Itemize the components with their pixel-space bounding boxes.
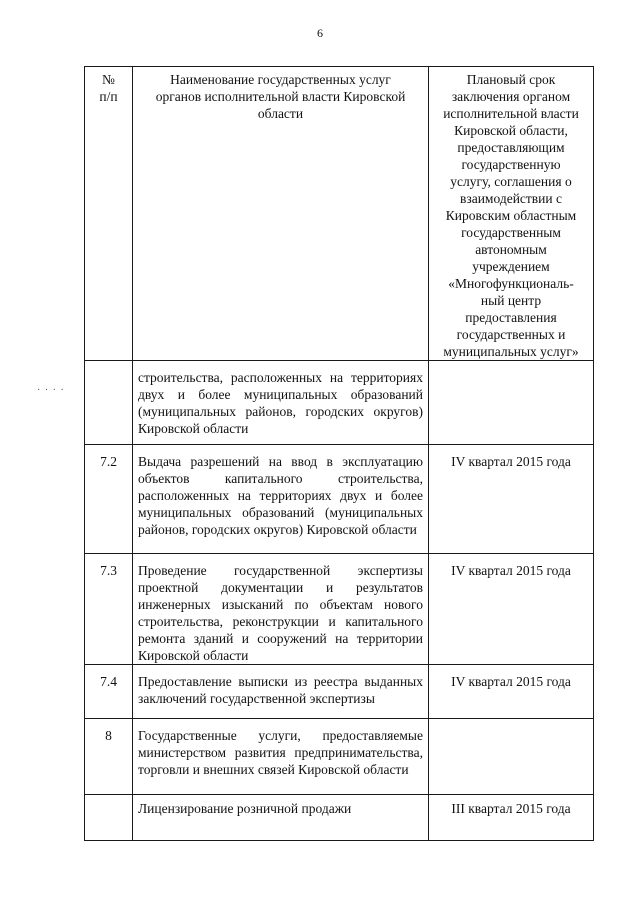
table-row <box>85 554 594 665</box>
header-name-line: области <box>257 106 304 121</box>
row-planned-term <box>429 361 594 445</box>
table-row <box>85 361 594 445</box>
services-table <box>84 66 594 841</box>
header-term-line: исполнительной власти <box>443 106 579 121</box>
row-planned-term <box>429 719 594 795</box>
header-term-line: предоставления <box>465 310 557 325</box>
row-planned-term: III квартал 2015 года <box>429 795 594 841</box>
table-row <box>85 719 594 795</box>
row-planned-term: IV квартал 2015 года <box>429 554 594 665</box>
header-service-name <box>133 67 429 361</box>
header-term-line: взаимодействии с <box>460 191 562 206</box>
row-service-name: Проведение государственной экспертизы проектной документации и результатов инженерных изысканий по объектам нового строительства, реконструкции и капитального ремонта зданий и сооружений на территории Кировской области <box>133 554 429 665</box>
row-number <box>85 361 133 445</box>
header-number-line: № <box>102 72 115 87</box>
row-number: 7.3 <box>85 554 133 665</box>
header-term-line: муниципальных услуг» <box>443 344 579 359</box>
header-term-line: предоставляющим <box>457 140 565 155</box>
margin-mark: · · · · <box>37 385 65 396</box>
table-row <box>85 795 594 841</box>
header-name-line: Наименование государственных услуг <box>170 72 391 87</box>
table-row <box>85 665 594 719</box>
header-name-line: органов исполнительной власти Кировской <box>155 89 406 104</box>
header-term-line: Плановый срок <box>466 72 556 87</box>
row-number: 8 <box>85 719 133 795</box>
row-service-name: Лицензирование розничной продажи <box>133 795 429 841</box>
row-service-name: Государственные услуги, предоставляемые министерством развития предпринимательства, торговли и внешних связей Кировской области <box>133 719 429 795</box>
header-term-line: учреждением <box>472 259 550 274</box>
header-term-line: «Многофункциональ- <box>448 276 574 291</box>
row-number <box>85 795 133 841</box>
row-service-name: Предоставление выписки из реестра выданных заключений государственной экспертизы <box>133 665 429 719</box>
header-number <box>85 67 133 361</box>
row-planned-term: IV квартал 2015 года <box>429 665 594 719</box>
header-planned-term <box>429 67 594 361</box>
header-term-line: заключения органом <box>451 89 571 104</box>
header-term-line: автономным <box>475 242 547 257</box>
row-planned-term: IV квартал 2015 года <box>429 445 594 554</box>
page-number: 6 <box>317 26 323 40</box>
row-service-name: строительства, расположенных на территориях двух и более муниципальных образований (муниципальных районов, городских округов) Кировской области <box>133 361 429 445</box>
header-term-line: Кировским областным <box>445 208 577 223</box>
header-term-line: государственным <box>461 225 561 240</box>
header-term-line: услугу, соглашения о <box>450 174 572 189</box>
header-term-line: государственных и <box>456 327 566 342</box>
table-row <box>85 445 594 554</box>
row-number: 7.4 <box>85 665 133 719</box>
header-number-line: п/п <box>99 89 118 104</box>
header-term-line: ный центр <box>480 293 542 308</box>
header-term-line: Кировской области, <box>454 123 568 138</box>
row-number: 7.2 <box>85 445 133 554</box>
header-term-line: государственную <box>461 157 561 172</box>
table-header-row <box>85 67 594 361</box>
row-service-name: Выдача разрешений на ввод в эксплуатацию объектов капитального строительства, расположенных на территориях двух и более муниципальных образований (муниципальных районов, городских округов) Кировской области <box>133 445 429 554</box>
